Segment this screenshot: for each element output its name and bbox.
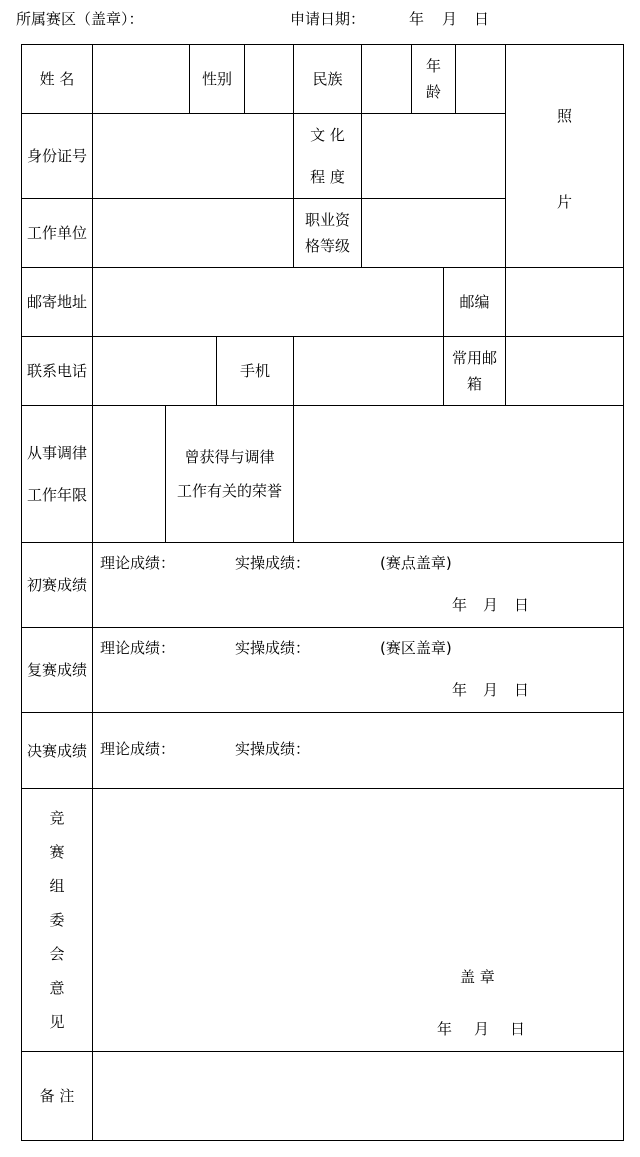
semifinal-year-label: 年 bbox=[452, 681, 468, 699]
committee-day-label: 日 bbox=[510, 1020, 526, 1038]
name-field[interactable] bbox=[92, 44, 190, 114]
committee-char: 委 bbox=[49, 911, 65, 929]
work-years-field[interactable] bbox=[92, 405, 166, 543]
email-label: 常用邮箱 bbox=[443, 336, 506, 406]
age-field[interactable] bbox=[455, 44, 506, 114]
honors-label-line2: 工作有关的荣誉 bbox=[176, 482, 282, 500]
final-practical-label: 实操成绩： bbox=[235, 740, 311, 758]
honors-label-line1: 曾获得与调律 bbox=[184, 448, 275, 466]
work-years-label bbox=[21, 405, 93, 543]
work-years-label-line1: 从事调律 bbox=[26, 444, 87, 462]
id-number-field[interactable] bbox=[92, 113, 294, 199]
prelim-year-label: 年 bbox=[452, 596, 468, 614]
apply-date-label: 申请日期： bbox=[290, 10, 366, 28]
postcode-label: 邮编 bbox=[443, 267, 506, 337]
work-unit-label: 工作单位 bbox=[21, 198, 93, 268]
gender-label: 性别 bbox=[189, 44, 245, 114]
mobile-label: 手机 bbox=[216, 336, 294, 406]
name-label: 姓 名 bbox=[21, 44, 93, 114]
phone-label: 联系电话 bbox=[21, 336, 93, 406]
ethnicity-label: 民族 bbox=[293, 44, 362, 114]
phone-field[interactable] bbox=[92, 336, 217, 406]
committee-month-label: 月 bbox=[474, 1020, 490, 1038]
committee-char: 组 bbox=[49, 877, 65, 895]
photo-box[interactable] bbox=[505, 44, 624, 268]
prelim-theory-label: 理论成绩： bbox=[100, 554, 176, 572]
committee-char: 会 bbox=[49, 945, 65, 963]
committee-char: 赛 bbox=[49, 843, 65, 861]
committee-char: 见 bbox=[49, 1013, 65, 1031]
address-label: 邮寄地址 bbox=[21, 267, 93, 337]
prelim-day-label: 日 bbox=[514, 596, 530, 614]
address-field[interactable] bbox=[92, 267, 444, 337]
semifinal-seal-label: (赛区盖章) bbox=[380, 639, 452, 657]
mobile-field[interactable] bbox=[293, 336, 444, 406]
work-unit-field[interactable] bbox=[92, 198, 294, 268]
committee-opinion-label bbox=[21, 788, 93, 1052]
division-seal-label: 所属赛区（盖章）： bbox=[16, 10, 144, 28]
id-number-label: 身份证号 bbox=[21, 113, 93, 199]
apply-date-year: 年 bbox=[409, 10, 425, 28]
qualification-field[interactable] bbox=[361, 198, 506, 268]
email-field[interactable] bbox=[505, 336, 624, 406]
remarks-label: 备 注 bbox=[21, 1051, 93, 1141]
education-label-line1: 文 化 bbox=[310, 126, 345, 144]
education-label-line2: 程 度 bbox=[310, 168, 345, 186]
final-theory-label: 理论成绩： bbox=[100, 740, 176, 758]
education-label bbox=[293, 113, 362, 199]
gender-field[interactable] bbox=[244, 44, 294, 114]
photo-label-top: 照 bbox=[556, 107, 572, 125]
prelim-practical-label: 实操成绩： bbox=[235, 554, 311, 572]
committee-char: 竞 bbox=[49, 809, 65, 827]
prelim-label: 初赛成绩 bbox=[21, 542, 93, 628]
education-field[interactable] bbox=[361, 113, 506, 199]
ethnicity-field[interactable] bbox=[361, 44, 412, 114]
final-label: 决赛成绩 bbox=[21, 712, 93, 789]
semifinal-month-label: 月 bbox=[483, 681, 499, 699]
committee-year-label: 年 bbox=[437, 1020, 453, 1038]
prelim-month-label: 月 bbox=[483, 596, 499, 614]
form-header bbox=[0, 0, 640, 40]
photo-label-bottom: 片 bbox=[556, 193, 572, 211]
remarks-field[interactable] bbox=[92, 1051, 624, 1141]
semifinal-theory-label: 理论成绩： bbox=[100, 639, 176, 657]
committee-char: 意 bbox=[49, 979, 65, 997]
honors-field[interactable] bbox=[293, 405, 624, 543]
apply-date-day: 日 bbox=[474, 10, 490, 28]
postcode-field[interactable] bbox=[505, 267, 624, 337]
semifinal-day-label: 日 bbox=[514, 681, 530, 699]
work-years-label-line2: 工作年限 bbox=[26, 486, 87, 504]
honors-label bbox=[165, 405, 294, 543]
qualification-label: 职业资格等级 bbox=[293, 198, 362, 268]
semifinal-label: 复赛成绩 bbox=[21, 627, 93, 713]
apply-date-month: 月 bbox=[442, 10, 458, 28]
committee-seal-label: 盖 章 bbox=[460, 968, 495, 986]
committee-opinion-field[interactable] bbox=[92, 788, 624, 1052]
semifinal-practical-label: 实操成绩： bbox=[235, 639, 311, 657]
prelim-seal-label: (赛点盖章) bbox=[380, 554, 452, 572]
age-label: 年龄 bbox=[411, 44, 456, 114]
